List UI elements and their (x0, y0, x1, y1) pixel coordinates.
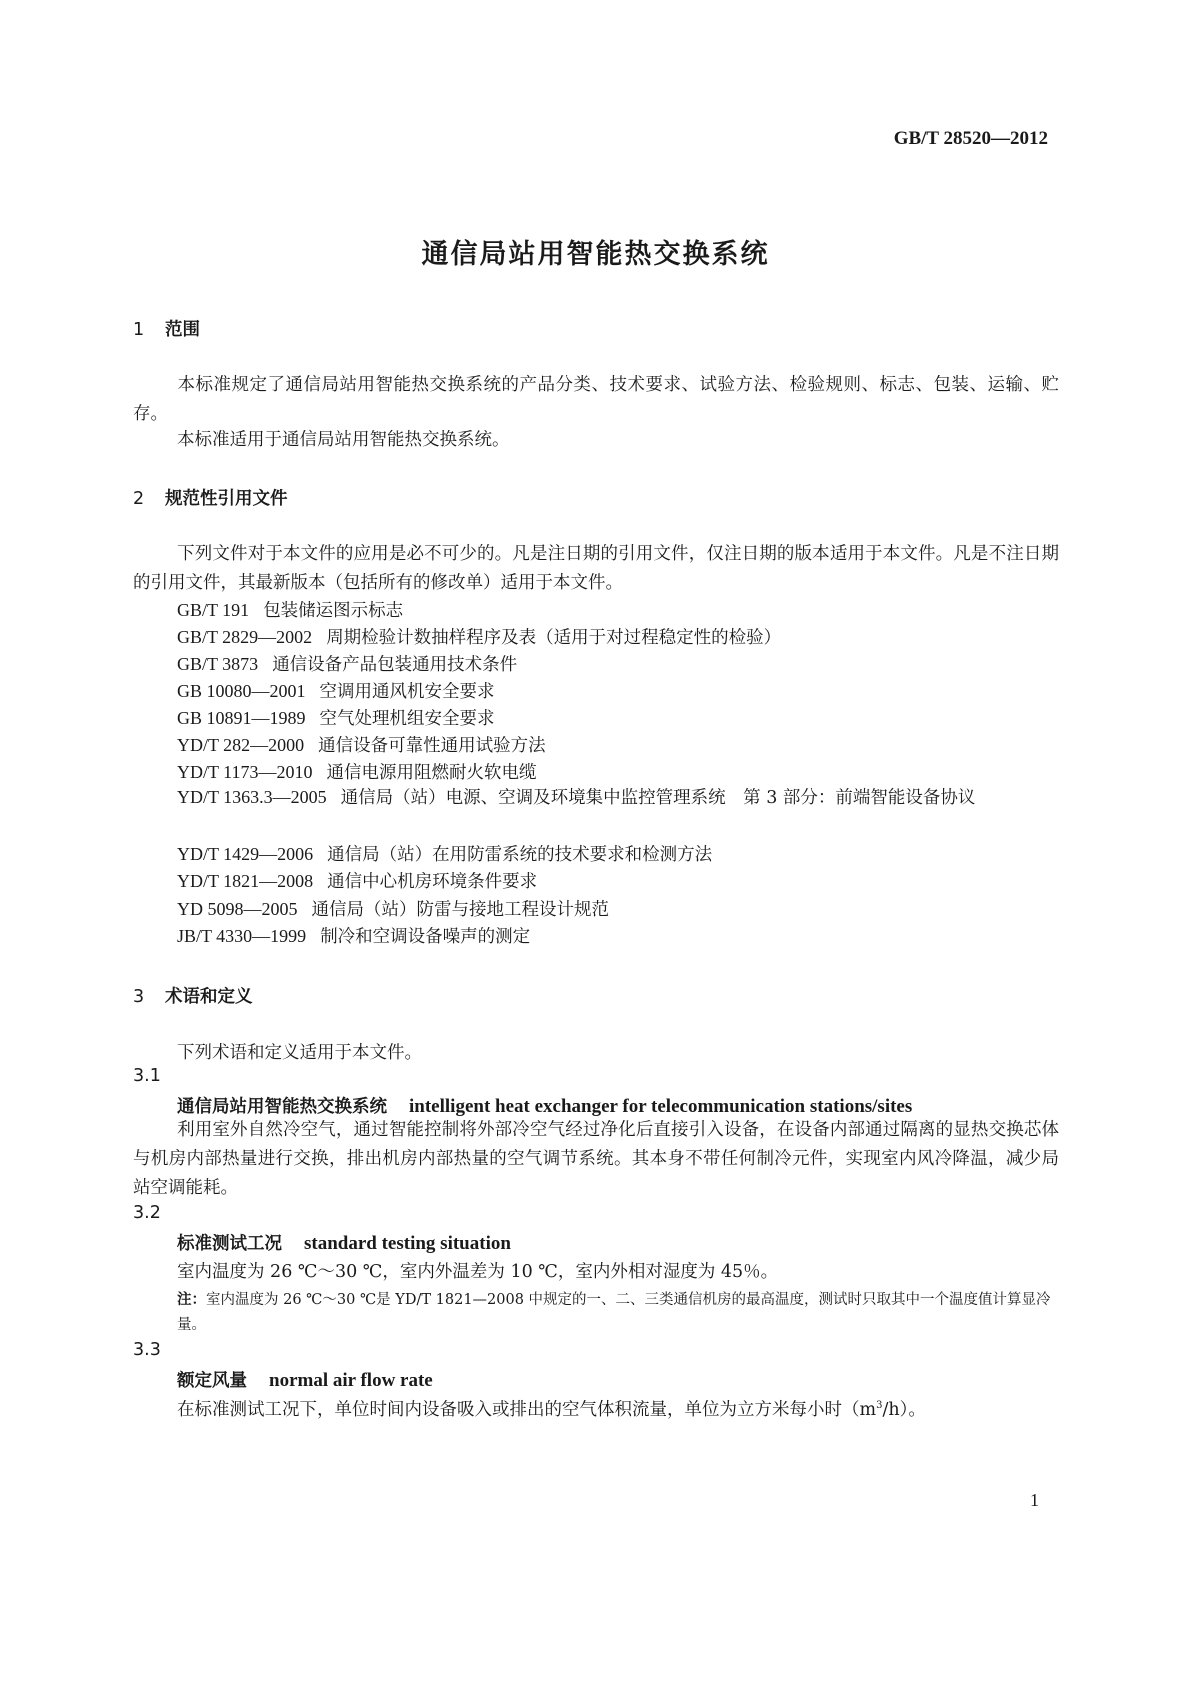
reference-item (133, 783, 1059, 813)
reference-code: YD/T 1429—2006 (177, 844, 314, 864)
term-en: standard testing situation (304, 1233, 511, 1254)
reference-item (177, 868, 537, 893)
term-en: intelligent heat exchanger for telecommunication stations/sites (409, 1096, 913, 1117)
reference-title: 通信局（站）电源、空调及环境集中监控管理系统 第 3 部分：前端智能设备协议 (340, 788, 976, 808)
reference-item (177, 678, 495, 703)
term-zh: 通信局站用智能热交换系统 (177, 1097, 387, 1117)
reference-code: GB/T 3873 (177, 654, 259, 674)
section-title: 范围 (165, 320, 200, 340)
term-heading (177, 1230, 511, 1255)
reference-code: GB/T 191 (177, 600, 250, 620)
paragraph-text: 本标准规定了通信局站用智能热交换系统的产品分类、技术要求、试验方法、检验规则、标志、包装、运输、贮存。 (133, 375, 1059, 424)
section-number: 1 (133, 320, 145, 340)
definition-text: 利用室外自然冷空气，通过智能控制将外部冷空气经过净化后直接引入设备，在设备内部通过隔离的显热交换芯体与机房内部热量进行交换，排出机房内部热量的空气调节系统。其本身不带任何制冷元件，实现室内风冷降温，减少局站空调能耗。 (133, 1120, 1059, 1198)
reference-item (177, 759, 537, 784)
reference-title: 空调用通风机安全要求 (319, 682, 495, 702)
reference-title: 通信设备产品包装通用技术条件 (272, 655, 518, 675)
reference-code: YD/T 1173—2010 (177, 762, 313, 782)
section-2-heading (133, 485, 288, 510)
note (177, 1288, 1057, 1338)
reference-title: 通信局（站）防雷与接地工程设计规范 (311, 900, 609, 920)
term-definition: 室内温度为 26 ℃～30 ℃，室内外温差为 10 ℃，室内外相对湿度为 45％。 (177, 1262, 779, 1282)
reference-title: 通信电源用阻燃耐火软电缆 (326, 763, 537, 783)
document-title: 通信局站用智能热交换系统 (421, 239, 770, 270)
term-definition (133, 1116, 1059, 1203)
reference-item (177, 597, 403, 622)
term-number: 3.3 (133, 1340, 161, 1360)
reference-item (177, 896, 609, 921)
reference-title: 通信设备可靠性通用试验方法 (318, 736, 546, 756)
section-title: 规范性引用文件 (165, 489, 288, 509)
section-number: 2 (133, 489, 145, 509)
section-3-heading (133, 983, 253, 1008)
term-zh: 额定风量 (177, 1371, 247, 1391)
reference-code: YD/T 1363.3—2005 (177, 787, 327, 807)
paragraph-text: 下列文件对于本文件的应用是必不可少的。凡是注日期的引用文件，仅注日期的版本适用于本文件。凡是不注日期的引用文件，其最新版本（包括所有的修改单）适用于本文件。 (133, 544, 1059, 593)
section-2-intro (133, 540, 1059, 598)
superscript: 3 (876, 1400, 883, 1412)
reference-title: 制冷和空调设备噪声的测定 (320, 927, 531, 947)
section-1-heading (133, 316, 200, 341)
term-en: normal air flow rate (269, 1370, 433, 1391)
reference-code: GB 10080—2001 (177, 681, 306, 701)
reference-item (177, 841, 712, 866)
reference-code: YD/T 282—2000 (177, 735, 305, 755)
term-heading (177, 1093, 912, 1118)
reference-code: JB/T 4330—1999 (177, 926, 307, 946)
term-heading (177, 1367, 433, 1392)
section-title: 术语和定义 (165, 987, 253, 1007)
term-number: 3.1 (133, 1066, 161, 1086)
term-definition (177, 1396, 926, 1421)
definition-text: /h）。 (882, 1400, 926, 1420)
reference-item (177, 732, 546, 757)
reference-code: GB/T 2829—2002 (177, 627, 313, 647)
reference-code: YD/T 1821—2008 (177, 871, 314, 891)
reference-code: GB 10891—1989 (177, 708, 306, 728)
reference-item (177, 651, 517, 676)
reference-title: 通信局（站）在用防雷系统的技术要求和检测方法 (327, 845, 713, 865)
reference-item (177, 624, 781, 649)
page-number: 1 (1030, 1490, 1039, 1510)
note-text: 室内温度为 26 ℃～30 ℃是 YD/T 1821—2008 中规定的一、二、三类通信机房的最高温度，测试时只取其中一个温度值计算显冷量。 (177, 1292, 1051, 1333)
term-zh: 标准测试工况 (177, 1234, 282, 1254)
section-3-intro: 下列术语和定义适用于本文件。 (177, 1043, 422, 1063)
reference-code: YD 5098—2005 (177, 899, 298, 919)
definition-text: 在标准测试工况下，单位时间内设备吸入或排出的空气体积流量，单位为立方米每小时（m (177, 1400, 877, 1420)
term-number: 3.2 (133, 1203, 161, 1223)
section-1-paragraph-1 (133, 371, 1059, 429)
standard-number: GB/T 28520—2012 (893, 128, 1048, 149)
section-1-paragraph-2: 本标准适用于通信局站用智能热交换系统。 (177, 430, 510, 450)
note-label: 注： (177, 1292, 206, 1308)
reference-title: 包装储运图示标志 (263, 601, 404, 621)
reference-title: 周期检验计数抽样程序及表（适用于对过程稳定性的检验） (326, 628, 782, 648)
reference-title: 空气处理机组安全要求 (319, 709, 495, 729)
reference-item (177, 705, 495, 730)
section-number: 3 (133, 987, 145, 1007)
reference-item (177, 923, 530, 948)
reference-title: 通信中心机房环境条件要求 (327, 872, 538, 892)
